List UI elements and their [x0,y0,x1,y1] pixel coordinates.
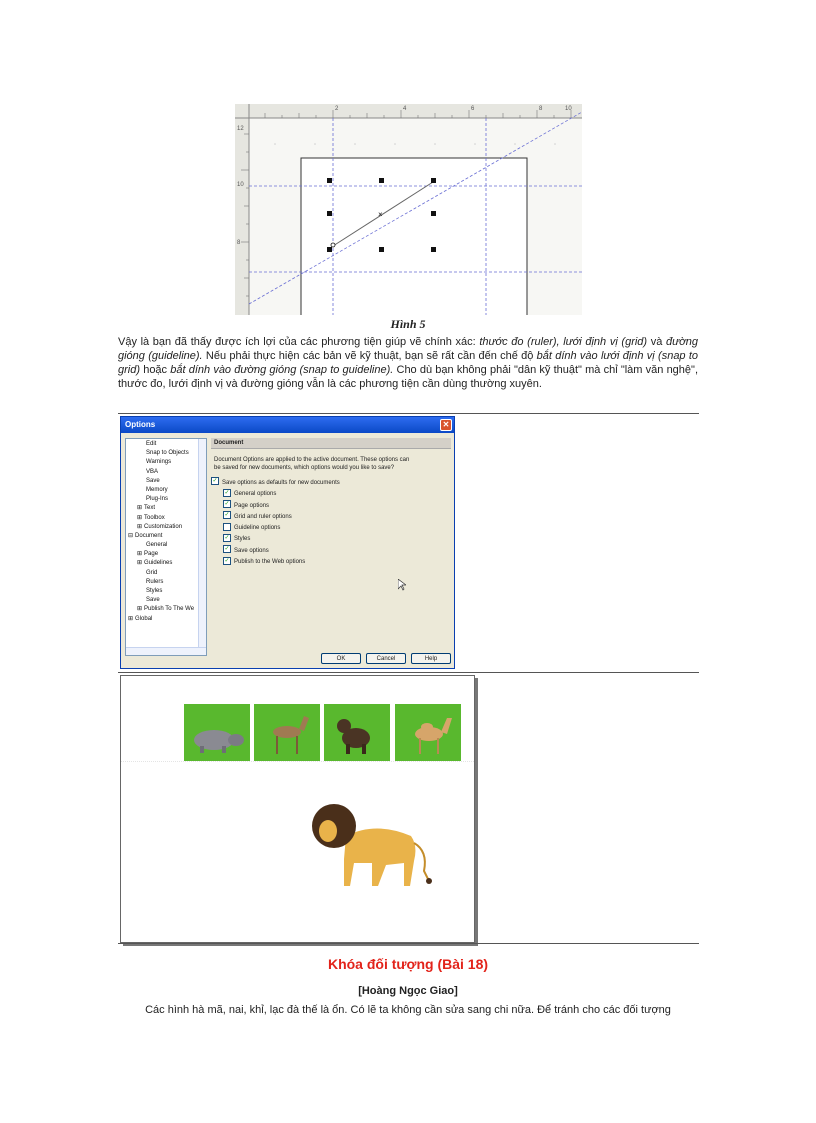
tree-item[interactable] [126,615,206,624]
tree-item[interactable] [126,596,206,605]
tree-item[interactable] [126,550,206,559]
tree-item[interactable] [126,578,206,587]
deer-icon [254,704,320,761]
tree-item[interactable] [126,468,206,477]
tree-item-label: General [146,542,168,549]
deer-tile [254,704,320,761]
tree-item[interactable] [126,449,206,458]
tree-item-label: Guidelines [144,560,173,567]
tree-item-label: Document [135,532,163,539]
para-italic: bắt dính vào lưới định vị (snap to grid) [118,350,699,376]
help-button[interactable]: Help [411,653,451,664]
tree-scrollbar[interactable] [198,439,206,655]
tree-item[interactable] [126,569,206,578]
figure-caption: Hình 5 [390,317,426,331]
dialog-titlebar [121,417,454,433]
checkbox-label: Grid and ruler options [234,513,292,520]
tree-item-label: Global [135,615,153,622]
checkbox-icon: ✓ [224,546,230,553]
expander-icon[interactable]: ⊞ [137,560,143,567]
ruler-label: 6 [471,106,475,112]
page-outline [301,158,527,315]
monkey-icon [324,704,390,761]
ruler-grid-drawing [235,104,582,315]
checkbox-icon [223,523,231,531]
tree-item[interactable] [126,486,206,495]
para-italic: thước đo (ruler), lưới định vị (grid) [479,336,648,348]
options-tree[interactable] [125,438,207,656]
tree-item-label: Customization [144,523,183,530]
expander-icon[interactable]: ⊞ [137,523,143,530]
ruler-label: 10 [237,182,244,188]
ok-button[interactable]: OK [321,653,361,664]
ruler-label: 10 [565,106,572,112]
tree-item[interactable] [126,458,206,467]
tree-item-label: Snap to Objects [146,450,189,457]
checkbox-icon: ✓ [224,534,230,541]
ruler-label: 8 [237,240,241,246]
tree-item[interactable] [126,605,206,614]
panel-header: Document [211,438,451,449]
tree-item-label: Edit [146,441,157,447]
option-checkbox[interactable] [223,557,451,568]
tree-item-label: Rulers [146,578,164,585]
tree-item[interactable] [126,587,206,596]
tree-item-label: Save [146,597,160,604]
expander-icon[interactable]: ⊞ [137,606,143,613]
tree-item[interactable] [126,541,206,550]
checkbox-label: General options [234,491,277,498]
tree-item-label: Text [144,505,156,512]
options-dialog-screenshot [120,416,455,669]
mouse-cursor-icon [398,579,406,591]
section-title: Khóa đối tượng (Bài 18) [327,956,489,972]
camel-icon [395,704,461,761]
tree-item[interactable] [126,477,206,486]
ruler-label: 8 [539,106,543,112]
cancel-button[interactable]: Cancel [366,653,406,664]
option-checkbox[interactable] [223,489,451,500]
tree-item-label: Plug-Ins [146,496,169,503]
table-rule [118,672,699,673]
checkbox-label: Save options [234,547,269,554]
document-options-panel [211,438,451,656]
intro-paragraph [118,335,698,391]
left-ruler [235,104,249,315]
tree-item-label: Toolbox [144,514,165,521]
tree-item-label: Page [144,551,159,558]
checkbox-icon: ✓ [224,512,230,519]
expander-icon[interactable]: ⊟ [128,532,134,539]
checkbox-label: Page options [234,502,270,509]
ruler-label: 4 [403,106,407,112]
expander-icon[interactable]: ⊞ [128,615,134,622]
tree-item-label: Warnings [146,459,172,466]
tree-hscrollbar[interactable] [126,647,206,655]
checkbox-label: Save options as defaults for new documents [222,480,340,486]
tree-item[interactable] [126,495,206,504]
para-text: và [647,336,667,348]
para-text: Nếu phải thực hiện các bản vẽ kỹ thuật, bạn sẽ rất cần đến chế độ [202,350,537,362]
checkbox-icon: ✓ [224,501,230,508]
expander-icon[interactable]: ⊞ [137,505,143,512]
option-checkbox[interactable] [223,534,451,545]
animals-picture [120,675,475,943]
table-rule [118,413,699,414]
checkbox-icon: ✓ [224,489,230,496]
save-defaults-checkbox[interactable] [211,478,451,489]
tree-item-label: VBA [146,468,159,475]
dialog-title: Options [125,420,156,429]
camel-tile [395,704,461,761]
tree-item-label: Memory [146,486,168,493]
close-icon[interactable]: ✕ [440,419,452,431]
ruler-label: 2 [335,106,339,112]
ruler-label: 12 [237,126,244,132]
para-italic: đường gióng (guideline). [118,336,698,362]
expander-icon[interactable]: ⊞ [137,551,143,558]
panel-description: Document Options are applied to the active document. These options can be saved for new documents, which options would you like to save? [214,457,410,471]
ruler-grid-figure [235,104,582,315]
tree-item[interactable] [126,504,206,513]
checkbox-label: Styles [234,536,251,543]
option-checkbox[interactable] [223,512,451,523]
tree-item[interactable] [126,532,206,541]
tree-item[interactable] [126,559,206,568]
expander-icon[interactable]: ⊞ [137,514,143,521]
tree-item-label: Styles [146,588,163,594]
top-ruler [235,104,582,118]
checkbox-label: Publish to the Web options [234,559,306,566]
hippo-icon [184,704,250,761]
para-text: hoặc [140,364,171,376]
table-rule [118,943,699,944]
checkbox-icon: ✓ [212,478,218,485]
checkbox-icon: ✓ [224,557,230,564]
tree-item[interactable] [126,440,206,449]
lion-icon [306,791,436,891]
para-text: Vậy là bạn đã thấy được ích lợi của các phương tiện giúp vẽ chính xác: [118,336,480,348]
para-italic: bắt dính vào đường gióng (snap to guideline). [170,364,394,376]
hippo-tile [184,704,250,761]
tree-item-label: Grid [146,569,158,576]
section-body: Các hình hà mã, nai, khỉ, lạc đà thế là ổn. Có lẽ ta không cần sửa sang chi nữa. Để tránh cho các đối tượng [145,1004,671,1016]
tree-item[interactable] [126,523,206,532]
checkbox-label: Guideline options [234,525,281,532]
option-checkbox[interactable] [223,501,451,512]
para-text: Cho dù bạn không phải "dân kỹ thuật" mà chỉ "làm văn nghệ", thước đo, lưới định vị và đường gióng vẫn là các phương tiện cần dùng thường xuyên. [118,364,698,390]
section-author: [Hoàng Ngọc Giao] [358,985,458,997]
svg-text:×: × [378,210,383,219]
monkey-tile [324,704,390,761]
tree-item-label: Save [146,477,160,484]
option-checkbox[interactable] [223,546,451,557]
option-checkbox[interactable] [223,523,451,534]
tree-item-label: Publish To The We [144,606,195,613]
tree-item[interactable] [126,514,206,523]
